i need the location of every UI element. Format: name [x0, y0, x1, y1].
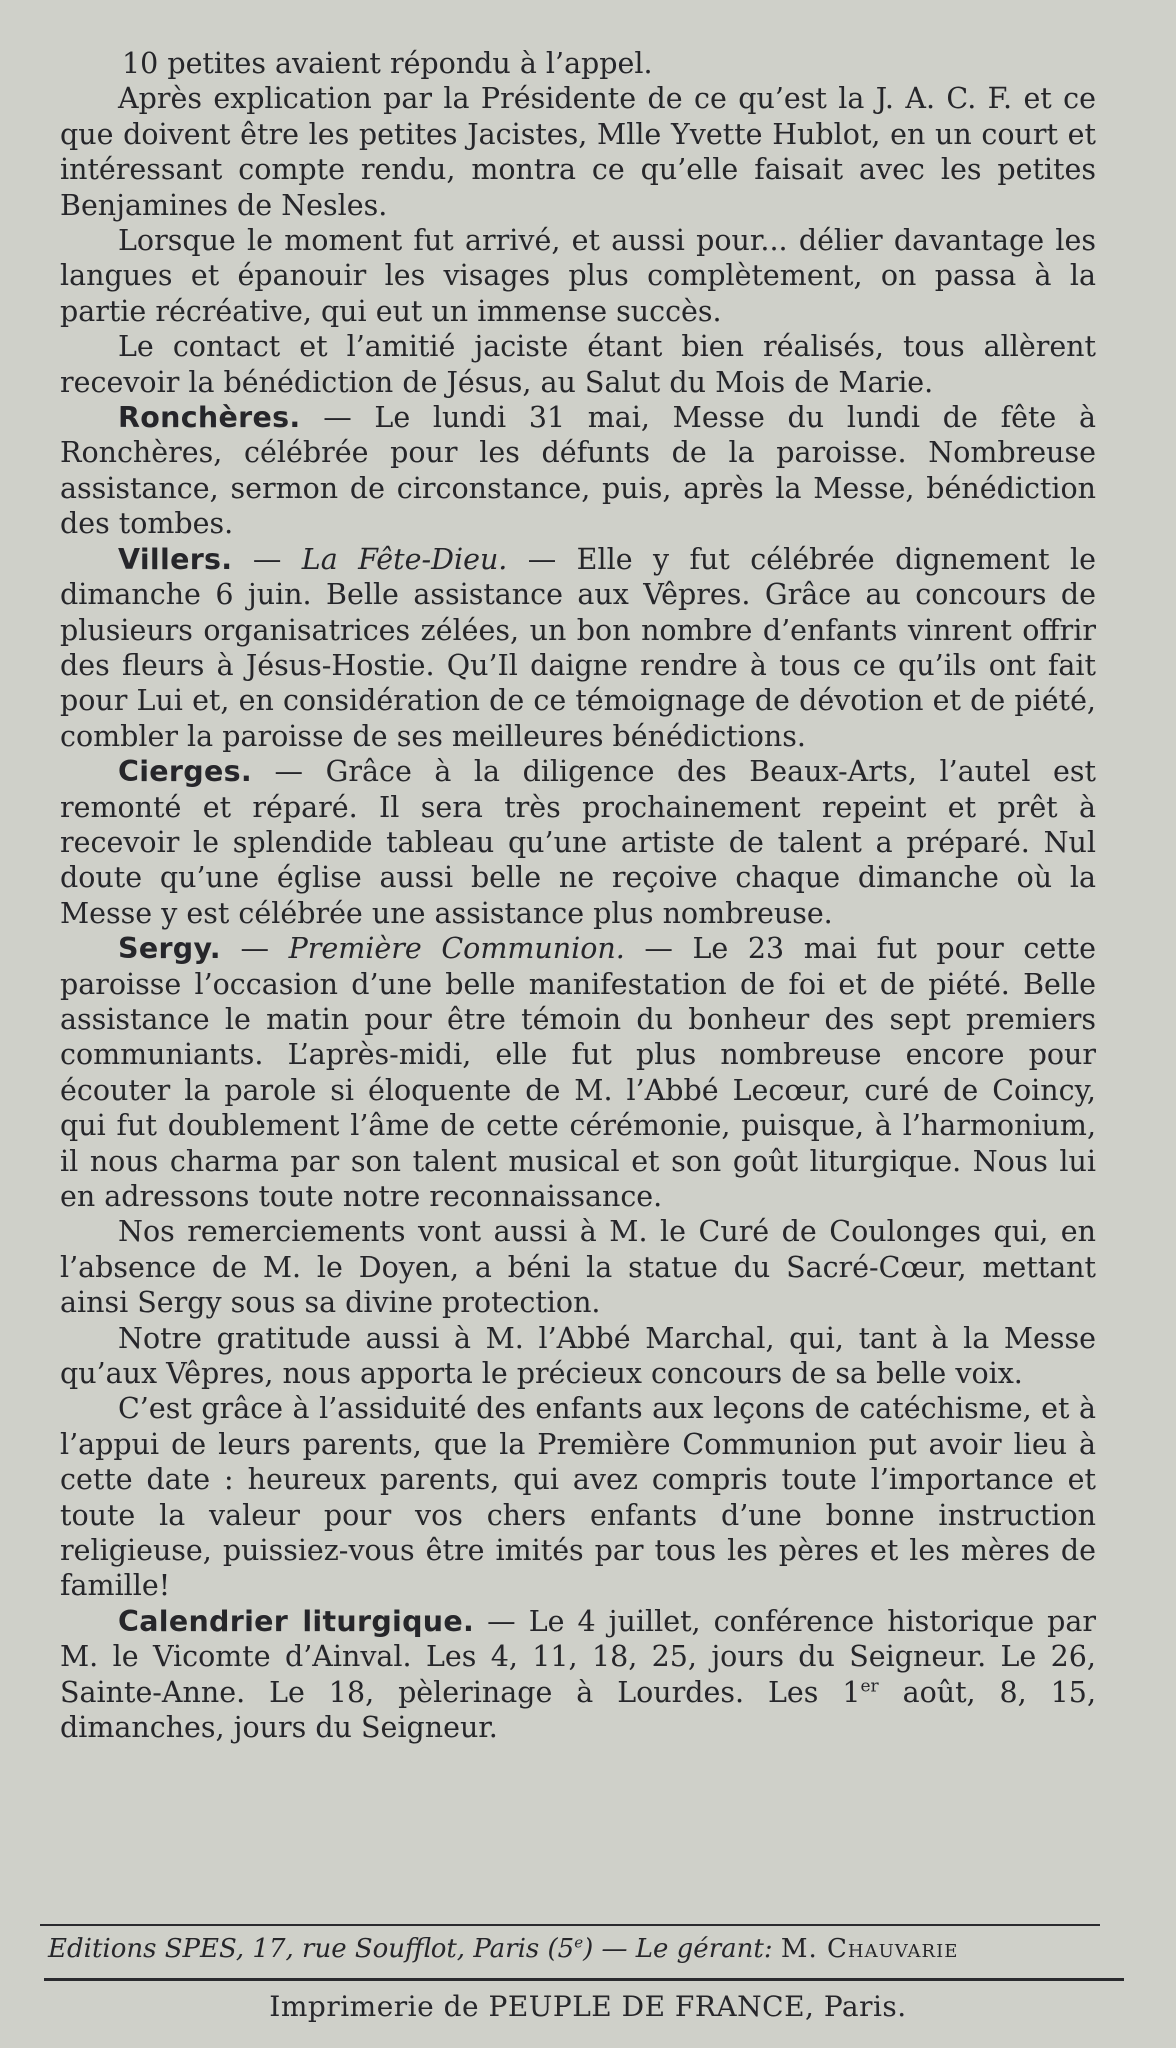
heading-sergy: Sergy. — [118, 932, 221, 966]
paragraph-sergy-3: Notre gratitude aussi à M. l’Abbé Marchal, qui, tant à la Messe qu’aux Vêpres, nous apporta le précieux concours de sa belle voix. — [60, 1321, 1096, 1391]
section-villers — [60, 542, 1096, 754]
heading-ronch: Ronchères. — [118, 401, 301, 435]
subtitle-villers: La Fête-Dieu. — [301, 542, 508, 576]
subtitle-sergy: Première Communion. — [288, 932, 625, 966]
footer-rule-top — [40, 1924, 1100, 1926]
section-calendar — [60, 1604, 1096, 1746]
manager-name: M. Chauvarie — [780, 1934, 959, 1964]
footer-editions-line — [48, 1934, 1108, 1964]
text-calendar-end: août, 8, 15, dimanches, jours du Seigneur. — [60, 1675, 1096, 1745]
article-body — [60, 46, 1096, 1746]
paragraph-intro-1: 10 petites avaient répondu à l’appel. — [122, 47, 653, 80]
sep-villers: — — [232, 542, 302, 576]
section-sergy — [60, 931, 1096, 1214]
text-ronch: — Le lundi 31 mai, Messe du lundi de fête à Ronchères, célébrée pour les défunts de la paroisse. Nombreuse assistance, sermon de circonstance, puis, après la Messe, bénédiction des tombes. — [60, 401, 1096, 541]
editions-text-end: ) — Le gérant: — [583, 1934, 781, 1964]
text-villers: — Elle y fut célébrée dignement le dimanche 6 juin. Belle assistance aux Vêpres. Grâce au concours de plusieurs organisatrices zélées, un bon nombre d’enfants vinrent offrir des fleurs à Jésus-Hostie. Qu’Il daigne rendre à tous ce qu’ils ont fait pour Lui et, en considération de ce témoignage de dévotion et de piété, combler la paroisse de ses meilleures bénédictions. — [60, 542, 1096, 753]
superscript-er: er — [860, 1676, 879, 1697]
footer-rule-bottom — [44, 1978, 1124, 1981]
text-sergy: — Le 23 mai fut pour cette paroisse l’occasion d’une belle manifestation de foi et de piété. Belle assistance le matin pour être témoin du bonheur des sept premiers communiants. L’après-midi, elle fut plus nombreuse encore pour écouter la parole si éloquente de M. l’Abbé Lecœur, curé de Coincy, qui fut doublement l’âme de cette cérémonie, puisque, à l’harmonium, il nous charma par son talent musical et son goût liturgique. Nous lui en adressons toute notre reconnaissance. — [60, 932, 1097, 1213]
section-cierges — [60, 754, 1096, 931]
paragraph-intro-4: Le contact et l’amitié jaciste étant bien réalisés, tous allèrent recevoir la bénédiction de Jésus, au Salut du Mois de Marie. — [60, 330, 1096, 399]
editions-superscript: e — [574, 1933, 584, 1952]
text-cierges: — Grâce à la diligence des Beaux-Arts, l’autel est remonté et réparé. Il sera très prochainement repeint et prêt à recevoir le splendide tableau qu’une artiste de talent a préparé. Nul doute qu’une église aussi belle ne reçoive chaque dimanche où la Messe y est célébrée une assistance plus nombreuse. — [60, 755, 1096, 930]
footer-printer: Imprimerie de PEUPLE DE FRANCE, Paris. — [269, 1990, 907, 2023]
paragraph-sergy-4: C’est grâce à l’assiduité des enfants aux leçons de catéchisme, et à l’appui de leurs parents, que la Première Communion put avoir lieu à cette date : heureux parents, qui avez compris toute l’importance et toute la valeur pour vos chers enfants d’une bonne instruction religieuse, puissiez-vous être imités par tous les pères et les mères de famille! — [60, 1392, 1096, 1603]
text-calendar: — Le 4 juillet, conférence historique par M. le Vicomte d’Ainval. Les 4, 11, 18, 25, jours du Seigneur. Le 26, Sainte-Anne. Le 18, pèlerinage à Lourdes. Les 1 — [60, 1604, 1096, 1709]
editions-text: Editions SPES, 17, rue Soufflot, Paris (5 — [48, 1934, 575, 1964]
section-ronch — [60, 400, 1096, 542]
heading-villers: Villers. — [118, 542, 233, 576]
heading-cierges: Cierges. — [118, 755, 252, 789]
paragraph-intro-2: Après explication par la Présidente de ce qu’est la J. A. C. F. et ce que doivent être les petites Jacistes, Mlle Yvette Hublot, en un court et intéressant compte rendu, montra ce qu’elle faisait avec les petites Benjamines de Nesles. — [60, 82, 1096, 222]
sep-sergy: — — [220, 932, 289, 966]
heading-calendar: Calendrier liturgique. — [118, 1604, 475, 1638]
paragraph-sergy-2: Nos remerciements vont aussi à M. le Curé de Coulonges qui, en l’absence de M. le Doyen, a béni la statue du Sacré-Cœur, mettant ainsi Sergy sous sa divine protection. — [60, 1215, 1096, 1320]
paragraph-intro-3: Lorsque le moment fut arrivé, et aussi pour... délier davantage les langues et épanouir les visages plus complètement, on passa à la partie récréative, qui eut un immense succès. — [60, 224, 1096, 328]
